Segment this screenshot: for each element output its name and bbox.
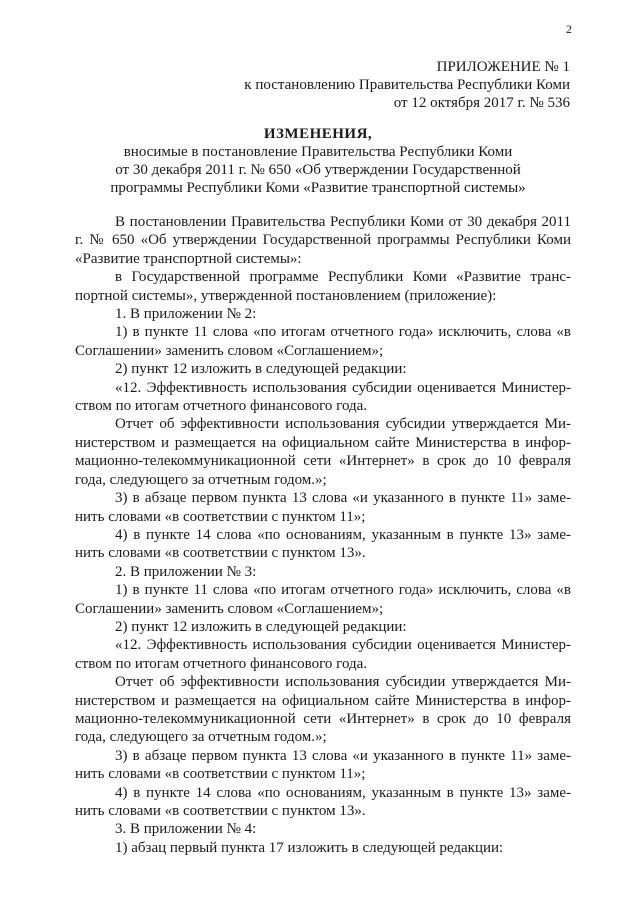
paragraph: 3. В приложении № 4: [115, 821, 257, 838]
page-number: 2 [566, 22, 572, 36]
title-heading: ИЗМЕНЕНИЯ, [263, 126, 373, 142]
paragraph: 3) в абзаце первом пункта 13 слова «и указанного в пункте 11» заме-нить словами «в соответствии с пунктом 11»; [75, 747, 571, 783]
paragraph: Отчет об эффективности использования субсидии утверждается Ми-нистерством и размещается на официальном сайте Министерства в инфор-мационно-телекоммуникационной сети «Интернет» в срок до 10 февраля года, следующего за отчетным годом.»; [75, 674, 571, 746]
paragraph: 1) в пункте 11 слова «по итогам отчетного года» исключить, слова «в Соглашении» заменить словом «Соглашением»; [75, 324, 571, 359]
appendix-line-date: от 12 октября 2017 г. № 536 [393, 95, 570, 111]
paragraph: «12. Эффективность использования субсидии оценивается Министер-ством по итогам отчетного финансового года. [75, 637, 571, 672]
paragraph: в Государственной программе Республики Коми «Развитие транс-портной системы», утвержденной постановлением (приложение): [75, 269, 571, 304]
paragraph: Отчет об эффективности использования субсидии утверждается Ми-нистерством и размещается на официальном сайте Министерства в инфор-мационно-телекоммуникационной сети «Интернет» в срок до 10 февраля года, следующего за отчетным годом.»; [75, 416, 571, 488]
title-line-1: вносимые в постановление Правительства Республики Коми [123, 144, 513, 160]
title-line-2: от 30 декабря 2011 г. № 650 «Об утверждении Государственной [115, 162, 521, 178]
paragraph: «12. Эффективность использования субсидии оценивается Министер-ством по итогам отчетного финансового года. [75, 379, 571, 415]
paragraph: 1) в пункте 11 слова «по итогам отчетного года» исключить, слова «в Соглашении» заменить словом «Соглашением»; [75, 582, 571, 617]
title-line-3: программы Республики Коми «Развитие транспортной системы» [110, 180, 526, 196]
paragraph: 1. В приложении № 2: [115, 306, 257, 323]
appendix-header [244, 58, 570, 112]
document-title [68, 125, 568, 197]
paragraph: 2. В приложении № 3: [115, 563, 257, 580]
appendix-line-title: ПРИЛОЖЕНИЕ № 1 [436, 59, 570, 75]
paragraph: 4) в пункте 14 слова «по основаниям, указанным в пункте 13» заме-нить словами «в соответствии с пунктом 13». [75, 526, 571, 562]
paragraph: 2) пункт 12 изложить в следующей редакции: [115, 618, 407, 635]
paragraph: В постановлении Правительства Республики Коми от 30 декабря 2011 г. № 650 «Об утверждении Государственной программы Республики Коми «Развитие транспортной системы»: [75, 214, 571, 267]
appendix-line-resolution: к постановлению Правительства Республики Коми [244, 77, 570, 93]
paragraph: 1) абзац первый пункта 17 изложить в следующей редакции: [115, 839, 504, 856]
paragraph: 3) в абзаце первом пункта 13 слова «и указанного в пункте 11» заме-нить словами «в соответствии с пунктом 11»; [75, 490, 571, 525]
document-body [75, 213, 571, 857]
paragraph: 4) в пункте 14 слова «по основаниям, указанным в пункте 13» заме-нить словами «в соответствии с пунктом 13». [75, 784, 571, 819]
paragraph: 2) пункт 12 изложить в следующей редакции: [115, 361, 407, 378]
